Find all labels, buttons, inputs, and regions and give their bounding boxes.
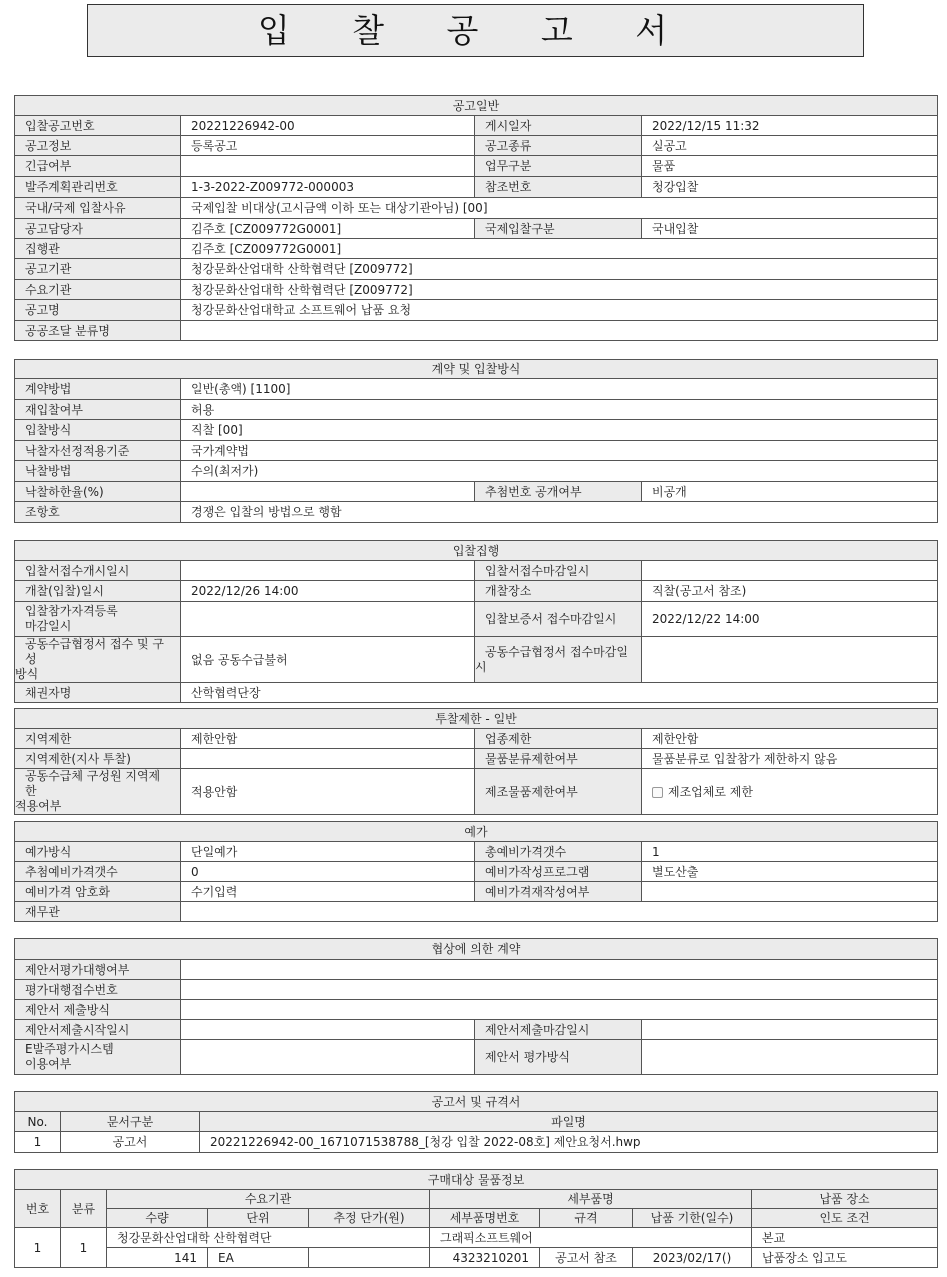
item-place: 본교 — [752, 1228, 938, 1248]
goods-value: 물품분류로 입찰참가 제한하지 않음 — [642, 749, 938, 769]
urgent-value — [181, 156, 475, 177]
executor-label: 집행관 — [15, 239, 181, 259]
doc-file-link[interactable]: 20221226942-00_1671071538788_[청강 입찰 2022-08호] 제안요청서.hwp — [200, 1132, 938, 1153]
intl-reason-label: 국내/국제 입찰사유 — [15, 198, 181, 219]
lower-value — [181, 482, 475, 502]
section-header: 구매대상 물품정보 — [15, 1170, 938, 1190]
item-no: 1 — [15, 1228, 61, 1268]
method-value: 일반(총액) [1100] — [181, 379, 938, 400]
award-value: 수의(최저가) — [181, 461, 938, 482]
reg-value — [181, 602, 475, 637]
draw-label: 추첨번호 공개여부 — [475, 482, 642, 502]
item-est — [309, 1248, 430, 1268]
joint-label — [15, 637, 181, 683]
intl-type-value: 국내입찰 — [642, 219, 938, 239]
joint-region-label — [15, 769, 181, 815]
col-class: 분류 — [61, 1190, 107, 1228]
start-value — [181, 1020, 475, 1040]
draw-value: 비공개 — [642, 482, 938, 502]
ref-label: 참조번호 — [475, 177, 642, 198]
col-spec: 규격 — [540, 1209, 633, 1228]
agency-label: 공고기관 — [15, 259, 181, 280]
eval-value — [642, 1040, 938, 1075]
col-detail: 세부품명 — [430, 1190, 752, 1209]
recv-end-label: 입찰서접수마감일시 — [475, 561, 642, 581]
ref-value: 청강입찰 — [642, 177, 938, 198]
joint-region-value: 적용안함 — [181, 769, 475, 815]
recv-start-label: 입찰서접수개시일시 — [15, 561, 181, 581]
joint-region-label-line1: 공동수급체 구성원 지역제한 — [25, 769, 161, 798]
creditor-value: 산학협력단장 — [181, 683, 938, 703]
joint-label-line2: 방식 — [15, 667, 39, 681]
place-label: 개찰장소 — [475, 581, 642, 602]
item-unit: EA — [208, 1248, 309, 1268]
col-type: 문서구분 — [61, 1112, 200, 1132]
eval-label: 제안서 평가방식 — [475, 1040, 642, 1075]
joint-end-label — [475, 637, 642, 683]
region-label: 지역제한 — [15, 729, 181, 749]
price-method-label: 예가방식 — [15, 842, 181, 862]
plan-label: 발주계획관리번호 — [15, 177, 181, 198]
price-draw-label: 추첨예비가격갯수 — [15, 862, 181, 882]
section-header: 공고일반 — [15, 96, 938, 116]
end-label: 제안서제출마감일시 — [475, 1020, 642, 1040]
col-place: 납품 장소 — [752, 1190, 938, 1209]
item-cond: 납품장소 입고도 — [752, 1248, 938, 1268]
demand-value: 청강문화산업대학 산학협력단 [Z009772] — [181, 280, 938, 300]
bid-no-label: 입찰공고번호 — [15, 116, 181, 136]
item-qty: 141 — [107, 1248, 208, 1268]
kind-label: 공고종류 — [475, 136, 642, 156]
price-method-value: 단일예가 — [181, 842, 475, 862]
posted-label: 게시일자 — [475, 116, 642, 136]
bid-method-value: 직찰 [00] — [181, 420, 938, 441]
maker-value: 제조업체로 제한 — [668, 784, 753, 799]
recv-end-value — [642, 561, 938, 581]
col-cond: 인도 조건 — [752, 1209, 938, 1228]
col-detail-no: 세부품명번호 — [430, 1209, 540, 1228]
method-label: 계약방법 — [15, 379, 181, 400]
category-value — [181, 321, 938, 341]
item-detail: 그래픽소프트웨어 — [430, 1228, 752, 1248]
open-label: 개찰(입찰)일시 — [15, 581, 181, 602]
restriction-section — [14, 708, 938, 815]
proxy-no-label: 평가대행접수번호 — [15, 980, 181, 1000]
docs-section — [14, 1091, 938, 1153]
section-header: 투찰제한 - 일반 — [15, 709, 938, 729]
joint-region-label-line2: 적용여부 — [15, 799, 62, 813]
submit-value — [181, 1000, 938, 1020]
execution-section — [14, 540, 938, 703]
rebid-value: 허용 — [181, 400, 938, 420]
clause-label: 조항호 — [15, 502, 181, 523]
intl-reason-value: 국제입찰 비대상(고시금액 이하 또는 대상기관아님) [00] — [181, 198, 938, 219]
doc-type: 공고서 — [61, 1132, 200, 1153]
start-label: 제안서제출시작일시 — [15, 1020, 181, 1040]
price-encrypt-label: 예비가격 암호화 — [15, 882, 181, 902]
biz-label: 업무구분 — [475, 156, 642, 177]
industry-label: 업종제한 — [475, 729, 642, 749]
col-demand: 수요기관 — [107, 1190, 430, 1209]
rebid-label: 재입찰여부 — [15, 400, 181, 420]
item-demand: 청강문화산업대학 산학협력단 — [107, 1228, 430, 1248]
esys-label-line2: 이용여부 — [25, 1057, 72, 1071]
joint-label-line1: 공동수급협정서 접수 및 구성 — [25, 637, 164, 666]
price-section — [14, 821, 938, 922]
recv-start-value — [181, 561, 475, 581]
general-section — [14, 95, 938, 341]
proxy-no-value — [181, 980, 938, 1000]
price-program-value: 별도산출 — [642, 862, 938, 882]
joint-end-label-line2: 시 — [475, 659, 487, 674]
price-rewrite-label: 예비가격재작성여부 — [475, 882, 642, 902]
price-draw-value: 0 — [181, 862, 475, 882]
table-row — [15, 1248, 938, 1268]
end-value — [642, 1020, 938, 1040]
urgent-label: 긴급여부 — [15, 156, 181, 177]
esys-label — [15, 1040, 181, 1075]
proxy-label: 제안서평가대행여부 — [15, 960, 181, 980]
doc-no: 1 — [15, 1132, 61, 1153]
esys-value — [181, 1040, 475, 1075]
reg-label-line1: 입찰참가자격등록 — [25, 604, 118, 618]
col-unit: 단위 — [208, 1209, 309, 1228]
col-qty: 수량 — [107, 1209, 208, 1228]
demand-label: 수요기관 — [15, 280, 181, 300]
clause-value: 경쟁은 입찰의 방법으로 행함 — [181, 502, 938, 523]
table-row — [15, 1228, 938, 1248]
bond-value: 2022/12/22 14:00 — [642, 602, 938, 637]
item-due: 2023/02/17() — [633, 1248, 752, 1268]
executor-value: 김주호 [CZ009772G0001] — [181, 239, 938, 259]
finance-label: 재무관 — [15, 902, 181, 922]
goods-label: 물품분류제한여부 — [475, 749, 642, 769]
price-program-label: 예비가작성프로그램 — [475, 862, 642, 882]
price-encrypt-value: 수기입력 — [181, 882, 475, 902]
reg-label-line2: 마감일시 — [25, 619, 72, 633]
creditor-label: 채권자명 — [15, 683, 181, 703]
col-no: No. — [15, 1112, 61, 1132]
item-class: 1 — [61, 1228, 107, 1268]
col-est: 추정 단가(원) — [309, 1209, 430, 1228]
items-section — [14, 1169, 938, 1268]
maker-cell — [642, 769, 938, 815]
joint-value: 없음 공동수급불허 — [181, 637, 475, 683]
award-label: 낙찰방법 — [15, 461, 181, 482]
maker-label: 제조물품제한여부 — [475, 769, 642, 815]
negotiation-section — [14, 938, 938, 1075]
price-total-label: 총예비가격갯수 — [475, 842, 642, 862]
maker-checkbox[interactable] — [652, 787, 663, 798]
lower-label: 낙찰하한율(%) — [15, 482, 181, 502]
joint-end-label-line1: 공동수급협정서 접수마감일 — [485, 644, 628, 659]
bid-no-value: 20221226942-00 — [181, 116, 475, 136]
finance-value — [181, 902, 938, 922]
col-item-no: 번호 — [15, 1190, 61, 1228]
contract-section — [14, 359, 938, 523]
intl-type-label: 국제입찰구분 — [475, 219, 642, 239]
biz-value: 물품 — [642, 156, 938, 177]
industry-value: 제한안함 — [642, 729, 938, 749]
bid-method-label: 입찰방식 — [15, 420, 181, 441]
manager-value: 김주호 [CZ009772G0001] — [181, 219, 475, 239]
agency-value: 청강문화산업대학 산학협력단 [Z009772] — [181, 259, 938, 280]
section-header: 협상에 의한 계약 — [15, 939, 938, 960]
section-header: 계약 및 입찰방식 — [15, 360, 938, 379]
kind-value: 실공고 — [642, 136, 938, 156]
place-value: 직찰(공고서 참조) — [642, 581, 938, 602]
price-rewrite-value — [642, 882, 938, 902]
category-label: 공공조달 분류명 — [15, 321, 181, 341]
bond-label: 입찰보증서 접수마감일시 — [475, 602, 642, 637]
col-file: 파일명 — [200, 1112, 938, 1132]
table-row — [15, 1132, 938, 1153]
col-due: 납품 기한(일수) — [633, 1209, 752, 1228]
esys-label-line1: E발주평가시스템 — [25, 1042, 114, 1056]
manager-label: 공고담당자 — [15, 219, 181, 239]
plan-value: 1-3-2022-Z009772-000003 — [181, 177, 475, 198]
name-label: 공고명 — [15, 300, 181, 321]
info-label: 공고정보 — [15, 136, 181, 156]
joint-end-value — [642, 637, 938, 683]
item-spec: 공고서 참조 — [540, 1248, 633, 1268]
info-value: 등록공고 — [181, 136, 475, 156]
criteria-label: 낙찰자선정적용기준 — [15, 441, 181, 461]
section-header: 입찰집행 — [15, 541, 938, 561]
name-value: 청강문화산업대학교 소프트웨어 납품 요청 — [181, 300, 938, 321]
criteria-value: 국가계약법 — [181, 441, 938, 461]
branch-value — [181, 749, 475, 769]
price-total-value: 1 — [642, 842, 938, 862]
region-value: 제한안함 — [181, 729, 475, 749]
section-header: 예가 — [15, 822, 938, 842]
posted-value: 2022/12/15 11:32 — [642, 116, 938, 136]
proxy-value — [181, 960, 938, 980]
branch-label: 지역제한(지사 투찰) — [15, 749, 181, 769]
page-title: 입 찰 공 고 서 — [87, 4, 864, 57]
reg-label — [15, 602, 181, 637]
item-detail-no: 4323210201 — [430, 1248, 540, 1268]
submit-label: 제안서 제출방식 — [15, 1000, 181, 1020]
open-value: 2022/12/26 14:00 — [181, 581, 475, 602]
section-header: 공고서 및 규격서 — [15, 1092, 938, 1112]
